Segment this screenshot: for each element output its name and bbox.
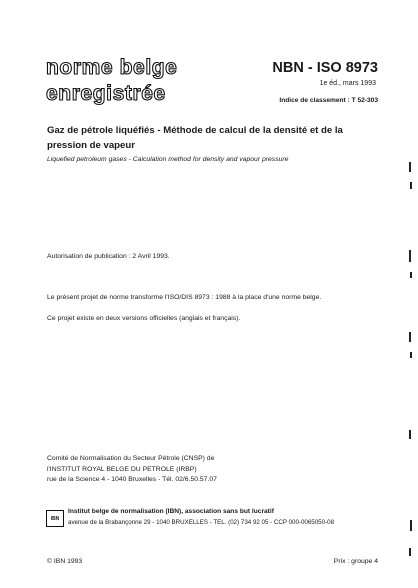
- scan-mark: [409, 162, 411, 172]
- document-title-en: Liquefied petroleum gases - Calculation method for density and vapour pressure: [47, 156, 289, 163]
- versions-note: Ce projet existe en deux versions officielles (anglais et français).: [47, 315, 241, 322]
- brand-mark: [46, 55, 177, 107]
- committee-line-3: rue de la Science 4 - 1040 Bruxelles - Tél. 02/6.50.57.07: [47, 476, 217, 483]
- institute-block: [68, 507, 334, 528]
- scan-mark: [409, 250, 411, 262]
- institute-name: Institut belge de normalisation (IBN), association sans but lucratif: [68, 508, 274, 515]
- scan-mark: [410, 520, 412, 531]
- publication-authorization: Autorisation de publication : 2 Avril 1993.: [47, 253, 170, 260]
- brand-line-2: enregistrée: [46, 82, 166, 105]
- document-title-fr: Gaz de pétrole liquéfiés - Méthode de calcul de la densité et de la pression de vapeur: [47, 125, 343, 151]
- adoption-statement: Le présent projet de norme transforme l'ISO/DIS 8973 : 1988 à la place d'une norme belge.: [47, 294, 322, 301]
- classification-index: Indice de classement : T 52-303: [279, 97, 378, 104]
- scan-mark: [409, 548, 411, 556]
- ibn-logo-icon: [46, 510, 64, 527]
- scan-mark: [410, 182, 412, 189]
- brand-line-1: norme belge: [46, 56, 178, 79]
- committee-block: [47, 454, 217, 486]
- price-group: Prix : groupe 4: [333, 558, 378, 565]
- scan-mark: [409, 430, 411, 439]
- copyright-notice: © IBN 1993: [47, 558, 83, 565]
- committee-line-1: Comité de Normalisation du Secteur Pétrole (CNSP) de: [47, 455, 215, 462]
- ibn-logo-text: IBN: [50, 515, 59, 522]
- scan-mark: [409, 332, 411, 342]
- committee-line-2: l'INSTITUT ROYAL BELGE DU PETROLE (IRBP): [47, 465, 197, 473]
- scan-mark: [410, 272, 412, 278]
- edition-date: 1e éd., mars 1993: [319, 80, 376, 87]
- scan-mark: [410, 352, 412, 358]
- institute-address: avenue de la Brabançonne 29 - 1040 BRUXELLES - TEL. (02) 734 92 05 - CCP 000-0065050-08: [68, 518, 335, 526]
- standard-code: NBN - ISO 8973: [272, 60, 378, 76]
